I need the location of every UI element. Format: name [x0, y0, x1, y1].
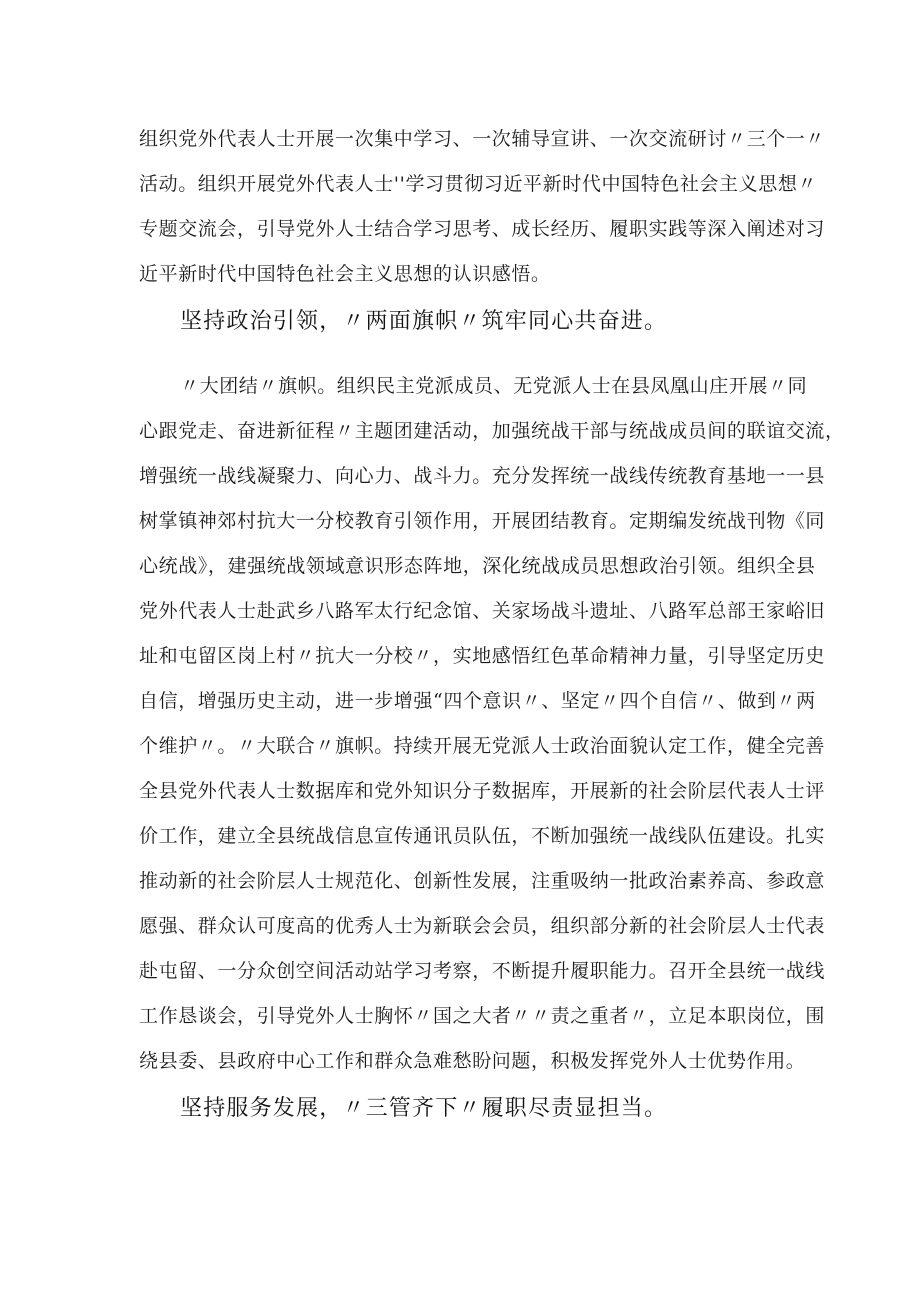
paragraph-line: 个维护〃。〃大联合〃旗帜。持续开展无党派人士政治面貌认定工作，健全完善: [139, 735, 826, 757]
paragraph-line: 绕县委、县政府中心工作和群众急难愁盼问题，积极发挥党外人士优势作用。: [139, 1050, 806, 1072]
paragraph-line: 赴屯留、一分众创空间活动站学习考察，不断提升履职能力。召开全县统一战线: [139, 960, 826, 982]
paragraph-line: 工作恳谈会，引导党外人士胸怀〃国之大者〃〃责之重者〃，立足本职岗位，围: [139, 1005, 826, 1027]
paragraph-line: 全县党外代表人士数据库和党外知识分子数据库，开展新的社会阶层代表人士评: [139, 780, 826, 802]
paragraph-line: 专题交流会，引导党外人士结合学习思考、成长经历、履职实践等深入阐述对习: [139, 218, 826, 240]
paragraph-line: 心统战》，建强统战领域意识形态阵地，深化统战成员思想政治引领。组织全县: [139, 555, 816, 577]
paragraph-line: 址和屯留区岗上村〃抗大一分校〃，实地感悟红色革命精神力量，引导坚定历史: [139, 645, 826, 667]
paragraph-line: 活动。组织开展党外代表人士''学习贯彻习近平新时代中国特色社会主义思想〃: [139, 173, 818, 195]
paragraph-line: 党外代表人士赴武乡八路军太行纪念馆、关家场战斗遗址、八路军总部王家峪旧: [139, 600, 826, 622]
paragraph-line: 自信，增强历史主动，进一步增强“四个意识〃、坚定〃四个自信〃、做到〃两: [139, 690, 816, 712]
paragraph-line: 组织党外代表人士开展一次集中学习、一次辅导宣讲、一次交流研讨〃三个一〃: [139, 128, 826, 150]
section-heading-political-guidance: 坚持政治引领，〃两面旗帜〃筑牢同心共奋进。: [180, 309, 668, 334]
paragraph-line: 增强统一战线凝聚力、向心力、战斗力。充分发挥统一战线传统教育基地一一县: [139, 465, 826, 487]
paragraph-line: 树掌镇神郊村抗大一分校教育引领作用，开展团结教育。定期编发统战刊物《同: [139, 510, 826, 532]
paragraph-line: 愿强、群众认可度高的优秀人士为新联会会员，组织部分新的社会阶层人士代表: [139, 915, 826, 937]
paragraph-line: 价工作，建立全县统战信息宣传通讯员队伍，不断加强统一战线队伍建设。扎实: [139, 825, 826, 847]
section-heading-service-development: 坚持服务发展，〃三管齐下〃履职尽责显担当。: [180, 1096, 668, 1121]
paragraph-line: 〃大团结〃旗帜。组织民主党派成员、无党派人士在县凤凰山庄开展〃同: [180, 375, 808, 397]
paragraph-line: 心跟党走、奋进新征程〃主题团建活动，加强统战干部与统战成员间的联谊交流，: [139, 420, 845, 442]
paragraph-line: 推动新的社会阶层人士规范化、创新性发展，注重吸纳一批政治素养高、参政意: [139, 870, 826, 892]
paragraph-line: 近平新时代中国特色社会主义思想的认识感悟。: [139, 263, 551, 285]
